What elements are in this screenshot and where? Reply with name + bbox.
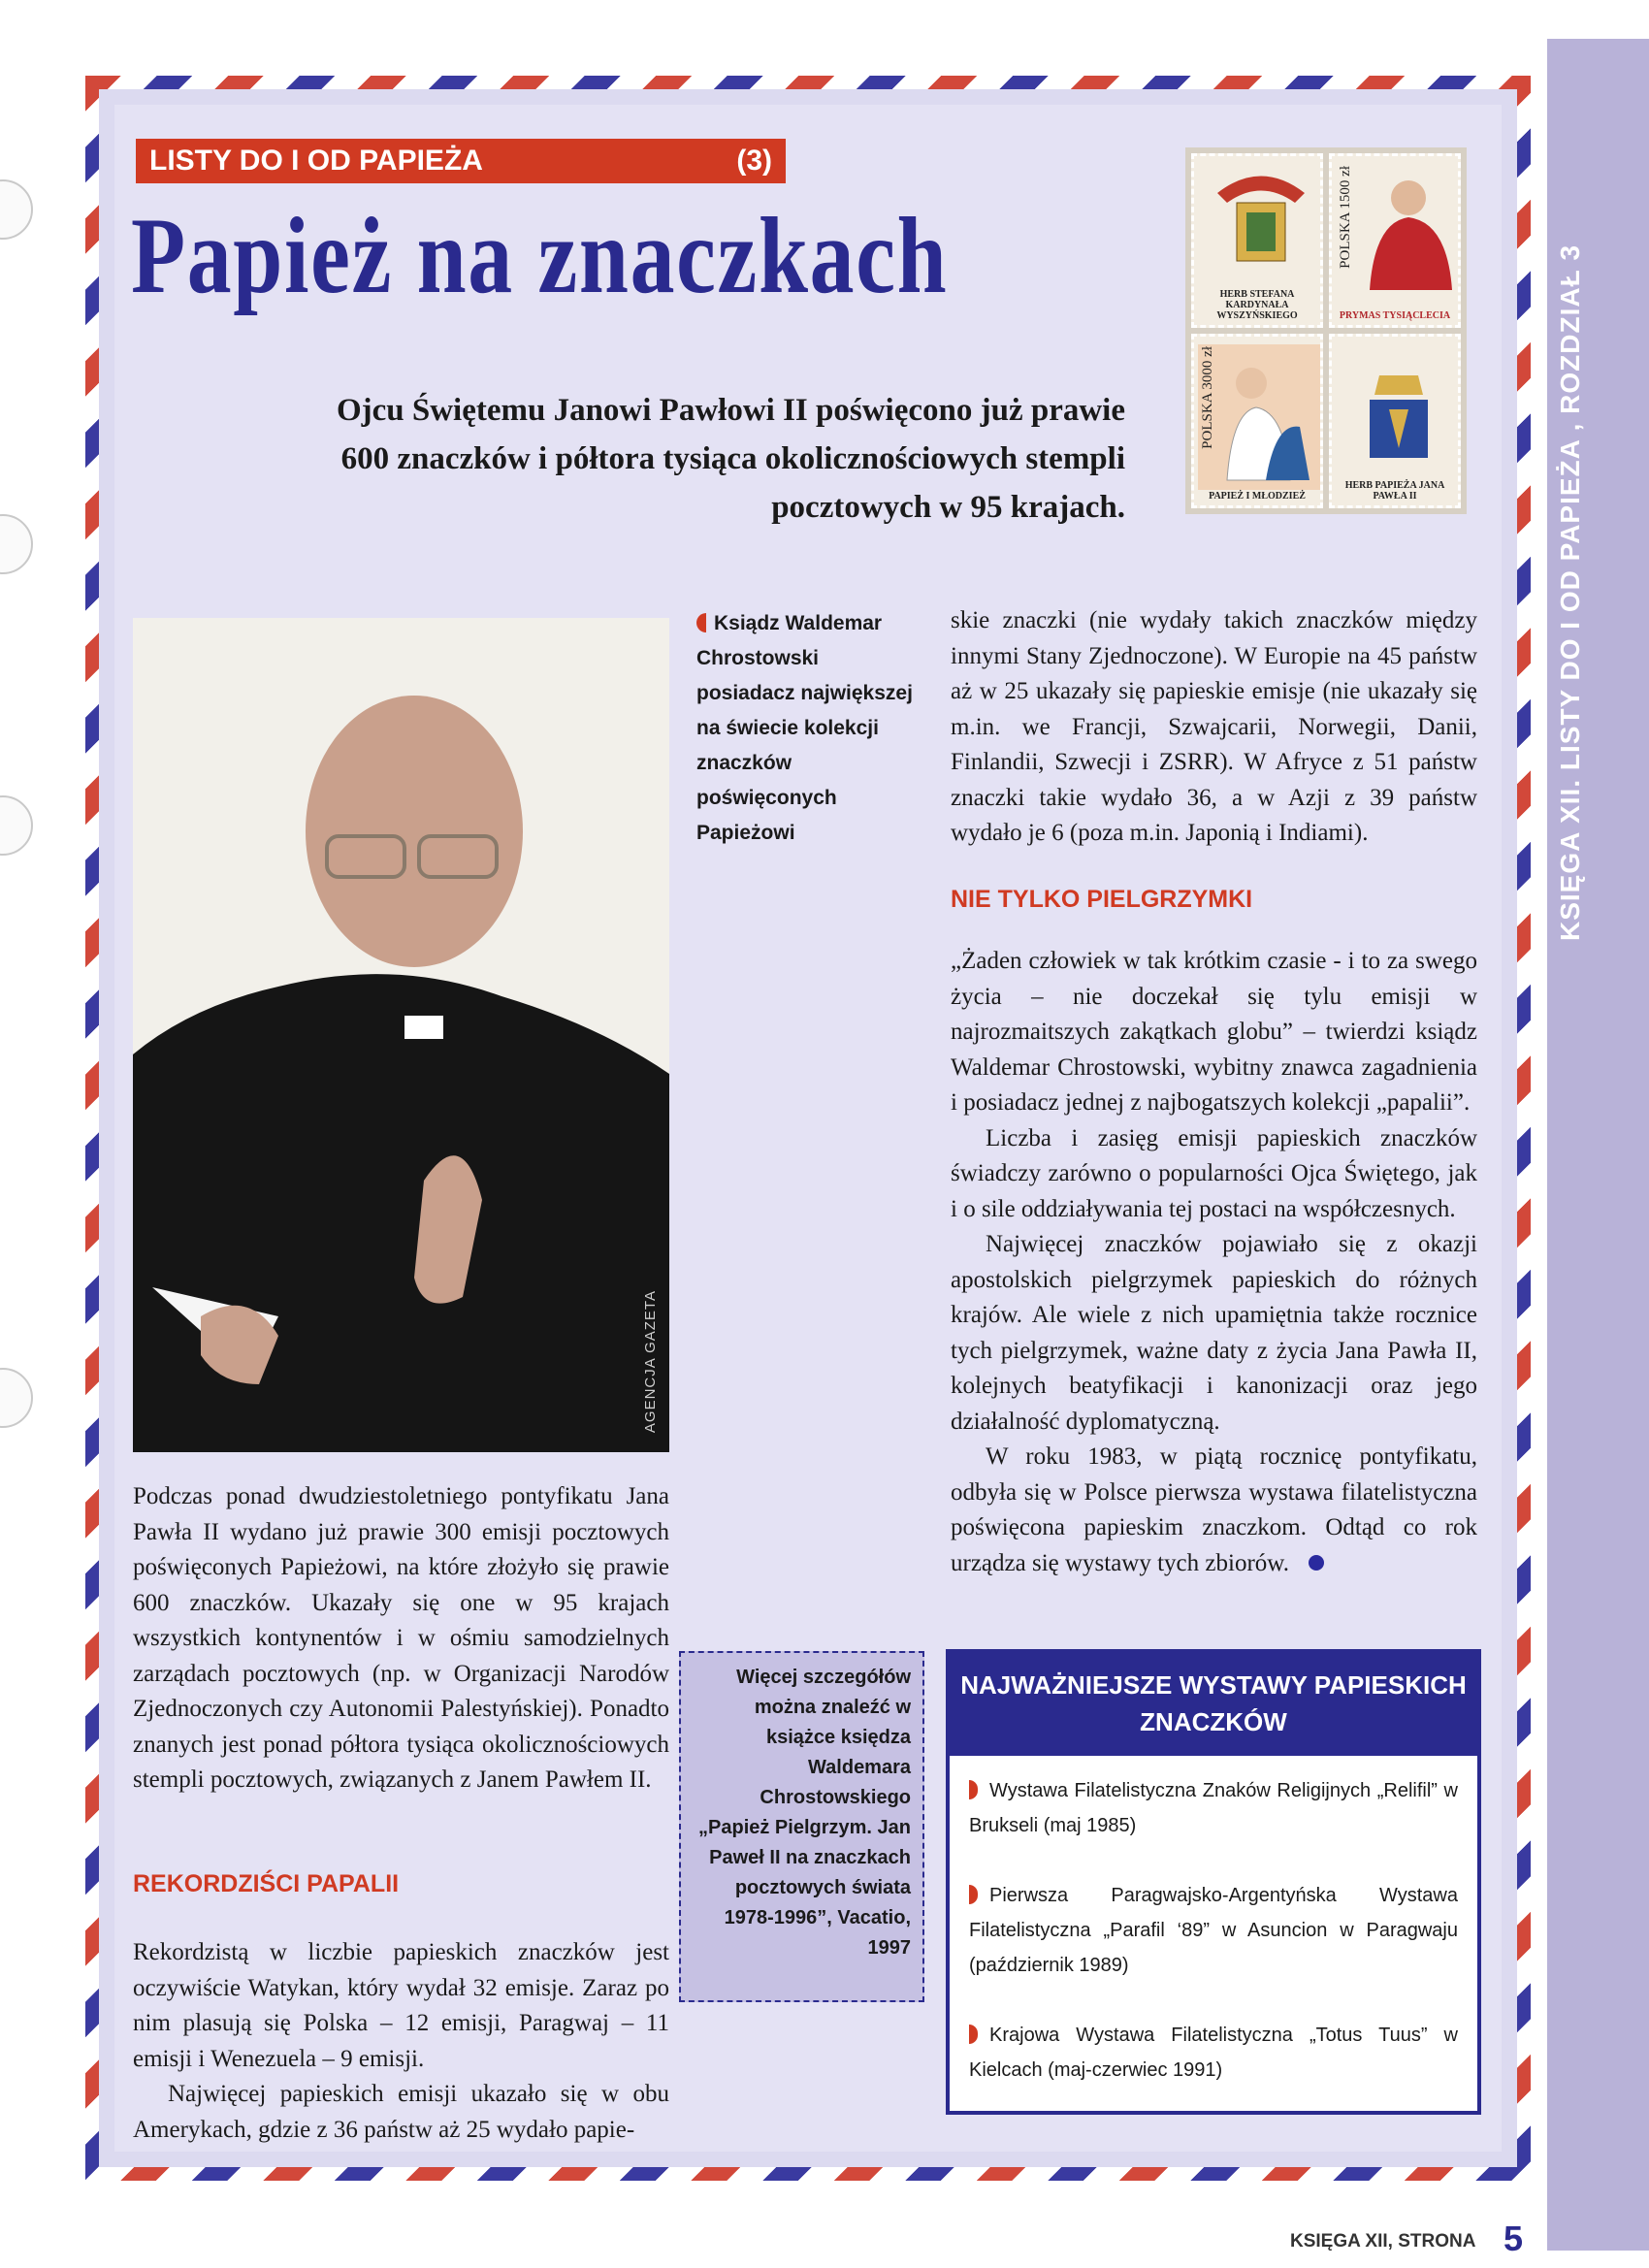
stamp-value: POLSKA 1500 zł xyxy=(1338,166,1353,269)
book-info-box: Więcej szczegółów można znaleźć w książce księdza Waldemara Chrostowskiego „Papież Pielgrzym. Jan Paweł II na znaczkach pocztowych świata 1978-1996”, Vacatio, 1997 xyxy=(679,1651,924,2002)
section-number: (3) xyxy=(736,145,772,177)
list-item xyxy=(969,1878,1458,1983)
stamp-caption: HERB PAPIEŻA JANA PAWŁA II xyxy=(1344,480,1445,502)
binder-hole xyxy=(0,1368,33,1428)
stamp-caption: PRYMAS TYSIĄCLECIA xyxy=(1339,310,1451,321)
paragraph: Podczas ponad dwudziestoletniego pontyfikatu Jana Pawła II wydano już prawie 300 emisji pocztowych poświęconych Papieżowi, na które złożyło się prawie 600 znaczków. Ukazały się one w 95 krajach wszystkich kontynentów i w ośmiu samodzielnych zarządach pocztowych (np. w Organizacji Narodów Zjednoczonych czy Autonomii Palestyńskiej). Ponadto znanych jest ponad półtora tysiąca okolicznościowych stempli pocztowych, związanych z Janem Pawłem II. xyxy=(133,1483,669,1793)
article-column-2 xyxy=(951,603,1477,852)
article-column-1b xyxy=(133,1935,669,2148)
bullet-icon xyxy=(969,1780,978,1799)
end-mark-icon xyxy=(1309,1555,1324,1571)
subheading-rekordzisci: REKORDZIŚCI PAPALII xyxy=(133,1870,400,1897)
panel-title: NAJWAŻNIEJSZE WYSTAWY PAPIESKICH ZNACZKÓW xyxy=(950,1653,1477,1756)
paragraph: „Żaden człowiek w tak krótkim czasie - i to za swego życia – nie doczekał się tylu emisji w najrozmaitszych zakątkach globu” – twierdzi ksiądz Waldemar Chrostowski, wybitny znawca zagadnienia i posiadacz jednej z najbogatszych kolekcji „papalii”. xyxy=(951,948,1477,1116)
exhibitions-panel xyxy=(946,1649,1481,2115)
bullet-icon xyxy=(969,1885,978,1904)
stamp xyxy=(1329,334,1461,508)
section-label: LISTY DO I OD PAPIEŻA xyxy=(149,145,483,177)
photo-credit: AGENCJA GAZETA xyxy=(642,1290,659,1434)
paragraph xyxy=(951,1440,1477,1581)
caption-text: Ksiądz Waldemar Chrostowski posiadacz największej na świecie kolekcji znaczków poświęconych Papieżowi xyxy=(696,612,913,844)
paragraph-text: W roku 1983, w piątą rocznicę pontyfikatu, odbyła się w Polsce pierwsza wystawa filatelistyczna poświęcona papieskim znaczkom. Odtąd co rok urządza się wystawy tych zbiorów. xyxy=(951,1443,1477,1576)
paragraph: Liczba i zasięg emisji papieskich znaczków świadczy zarówno o popularności Ojca Świętego, jak i o sile oddziaływania tej postaci na współczesnych. xyxy=(951,1124,1477,1222)
stamp-caption: HERB STEFANA KARDYNAŁA WYSZYŃSKIEGO xyxy=(1216,289,1298,321)
page-number: 5 xyxy=(1504,2219,1524,2258)
stamp-caption: PAPIEŻ I MŁODZIEŻ xyxy=(1209,491,1306,502)
binder-hole xyxy=(0,179,33,240)
paragraph: Najwięcej znaczków pojawiało się z okazji apostolskich pielgrzymek papieskich do różnych krajów. Ale wiele z nich upamiętnia także rocznice tych pielgrzymek, ważne daty z życia Jana Pawła II, kolejnych beatyfikacji i kanonizacji oraz jego działalność dyplomatyczną. xyxy=(951,1231,1477,1435)
section-bar xyxy=(136,139,786,183)
list-item-text: Wystawa Filatelistyczna Znaków Religijnych „Relifil” w Brukseli (maj 1985) xyxy=(969,1780,1458,1836)
portrait-photo xyxy=(133,618,669,1452)
paragraph: Rekordzistą w liczbie papieskich znaczków jest oczywiście Watykan, który wydał 32 emisje. Zaraz po nim plasują się Polska – 12 emisji, Paragwaj – 11 emisji i Wenezuela – 9 emisji. xyxy=(133,1939,669,2072)
list-item xyxy=(969,2018,1458,2088)
page-title: Papież na znaczkach xyxy=(131,196,949,316)
paragraph: Najwięcej papieskich emisji ukazało się w obu Amerykach, gdzie z 36 państw aż 25 wydało papie- xyxy=(133,2081,669,2143)
binder-hole xyxy=(0,514,33,574)
bullet-icon xyxy=(696,613,706,632)
bullet-icon xyxy=(969,2025,978,2044)
intro-text: Ojcu Świętemu Janowi Pawłowi II poświęcono już prawie 600 znaczków i półtora tysiąca okolicznościowych stempli pocztowych w 95 krajach. xyxy=(336,393,1125,525)
binder-hole xyxy=(0,795,33,856)
list-item-text: Pierwsza Paragwajsko-Argentyńska Wystawa Filatelistyczna „Parafil ‘89” w Asuncion w Paragwaju (październik 1989) xyxy=(969,1885,1458,1976)
paragraph: skie znaczki (nie wydały takich znaczków między innymi Stany Zjednoczone). W Europie na 45 państw aż w 25 ukazały się papieskie emisje (nie ukazały się m.in. we Francji, Szwajcarii, Norwegii, Danii, Finlandii, Szwecji i ZSRR). W Afryce z 51 państw znaczki takie wydało 36, a w Azji z 39 państw wydało je 6 (poza m.in. Japonią i Indiami). xyxy=(951,607,1477,846)
subheading-nie-tylko: NIE TYLKO PIELGRZYMKI xyxy=(951,886,1253,913)
photo-caption xyxy=(696,606,915,851)
footer-label: KSIĘGA XII, STRONA xyxy=(1290,2231,1476,2252)
list-item xyxy=(969,1773,1458,1843)
stamp xyxy=(1191,334,1323,508)
chapter-sidebar-label: KSIĘGA XII. LISTY DO I OD PAPIEŻA , ROZDZIAŁ 3 xyxy=(1555,243,1585,941)
list-item-text: Krajowa Wystawa Filatelistyczna „Totus Tuus” w Kielcach (maj-czerwiec 1991) xyxy=(969,2025,1458,2081)
stamp xyxy=(1329,153,1461,328)
article-column-2b xyxy=(951,944,1477,1581)
stamp xyxy=(1191,153,1323,328)
article-column-1 xyxy=(133,1479,669,1798)
stamps-image xyxy=(1185,147,1467,514)
stamp-value: POLSKA 3000 zł xyxy=(1200,346,1215,449)
